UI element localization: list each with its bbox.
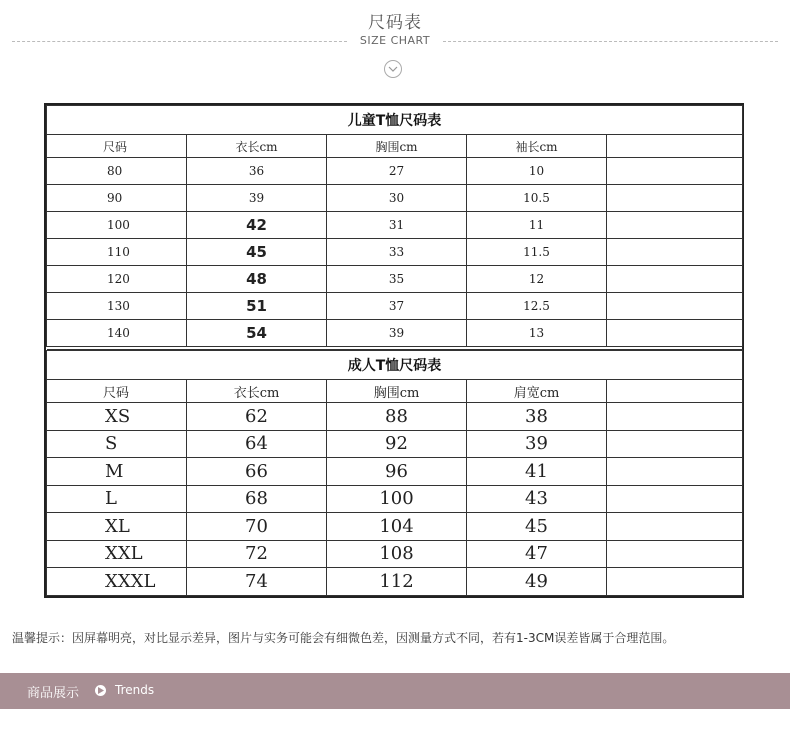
table-cell: 90	[47, 185, 187, 212]
table-cell: M	[47, 458, 187, 486]
table-row	[47, 212, 743, 239]
column-header	[607, 380, 743, 403]
table-cell: XXL	[47, 540, 187, 568]
page-subtitle: SIZE CHART	[359, 34, 431, 47]
table-cell	[607, 430, 743, 458]
table-cell: 11.5	[467, 239, 607, 266]
table-cell: 39	[327, 320, 467, 347]
chevron-down-circle-icon[interactable]	[384, 60, 402, 78]
trends-label-en: Trends	[115, 683, 155, 697]
table-cell: 47	[467, 540, 607, 568]
trends-label-cn: 商品展示	[27, 686, 80, 701]
table-cell: 48	[187, 266, 327, 293]
table-cell	[607, 458, 743, 486]
table-cell	[607, 485, 743, 513]
table-row	[47, 293, 743, 320]
table-cell: 10.5	[467, 185, 607, 212]
trends-banner	[0, 673, 790, 709]
table-row	[47, 158, 743, 185]
table-cell: 108	[327, 540, 467, 568]
table-cell: 49	[467, 568, 607, 596]
table-cell: 62	[187, 403, 327, 431]
table-cell: 33	[327, 239, 467, 266]
table-row	[47, 430, 743, 458]
table-cell	[607, 513, 743, 541]
table-cell: 11	[467, 212, 607, 239]
column-header: 胸围cm	[327, 135, 467, 158]
table-cell: 30	[327, 185, 467, 212]
table-cell: 36	[187, 158, 327, 185]
table-cell: S	[47, 430, 187, 458]
table-cell: XS	[47, 403, 187, 431]
table-cell: 12.5	[467, 293, 607, 320]
table-cell: L	[47, 485, 187, 513]
table-row	[47, 239, 743, 266]
column-header: 尺码	[47, 135, 187, 158]
table-cell: 42	[187, 212, 327, 239]
adult-size-table	[46, 350, 743, 596]
table-cell: 140	[47, 320, 187, 347]
divider-right	[443, 41, 778, 42]
table-row	[47, 458, 743, 486]
table-cell: 92	[327, 430, 467, 458]
table-cell: 72	[187, 540, 327, 568]
table-row	[47, 320, 743, 347]
column-header: 肩宽cm	[467, 380, 607, 403]
page-header	[0, 0, 790, 90]
table-cell: 80	[47, 158, 187, 185]
table-cell	[607, 320, 743, 347]
size-note: 温馨提示：因屏幕明亮，对比显示差异，图片与实务可能会有细微色差，因测量方式不同，若有1-3CM误差皆属于合理范围。	[12, 631, 675, 645]
table-cell: 100	[327, 485, 467, 513]
table-cell: 51	[187, 293, 327, 320]
table-cell	[607, 540, 743, 568]
table-row	[47, 540, 743, 568]
table-cell: XXXL	[47, 568, 187, 596]
table-cell: 41	[467, 458, 607, 486]
table-cell: 54	[187, 320, 327, 347]
table-cell: 35	[327, 266, 467, 293]
kids-table-title: 儿童T恤尺码表	[47, 106, 743, 135]
table-cell: 112	[327, 568, 467, 596]
table-cell: 68	[187, 485, 327, 513]
table-cell: 39	[187, 185, 327, 212]
column-header: 尺码	[47, 380, 187, 403]
table-cell: 31	[327, 212, 467, 239]
table-row	[47, 185, 743, 212]
table-cell: 120	[47, 266, 187, 293]
column-header: 衣长cm	[187, 135, 327, 158]
table-cell: 66	[187, 458, 327, 486]
table-row	[47, 568, 743, 596]
adult-table-title: 成人T恤尺码表	[47, 351, 743, 380]
table-cell: 64	[187, 430, 327, 458]
table-cell: 70	[187, 513, 327, 541]
table-cell	[607, 568, 743, 596]
table-cell: 37	[327, 293, 467, 320]
table-cell: 110	[47, 239, 187, 266]
table-cell: 104	[327, 513, 467, 541]
column-header: 衣长cm	[187, 380, 327, 403]
table-cell: 88	[327, 403, 467, 431]
table-cell	[607, 212, 743, 239]
table-cell	[607, 239, 743, 266]
table-cell: 43	[467, 485, 607, 513]
table-row	[47, 266, 743, 293]
adult-table-header	[47, 380, 743, 403]
table-row	[47, 485, 743, 513]
table-cell: XL	[47, 513, 187, 541]
size-chart	[44, 103, 744, 598]
table-row	[47, 513, 743, 541]
title-divider	[12, 34, 778, 50]
table-cell: 12	[467, 266, 607, 293]
table-cell	[607, 185, 743, 212]
kids-table-header	[47, 135, 743, 158]
column-header	[607, 135, 743, 158]
table-cell: 27	[327, 158, 467, 185]
play-circle-icon	[95, 685, 106, 696]
table-cell	[607, 293, 743, 320]
column-header: 袖长cm	[467, 135, 607, 158]
table-cell: 96	[327, 458, 467, 486]
table-cell: 38	[467, 403, 607, 431]
table-cell: 13	[467, 320, 607, 347]
table-cell: 74	[187, 568, 327, 596]
table-row	[47, 403, 743, 431]
table-cell	[607, 158, 743, 185]
table-cell: 45	[187, 239, 327, 266]
kids-size-table	[46, 105, 743, 350]
column-header: 胸围cm	[327, 380, 467, 403]
table-cell: 45	[467, 513, 607, 541]
table-bottom-border	[46, 596, 742, 598]
table-cell: 130	[47, 293, 187, 320]
table-cell: 100	[47, 212, 187, 239]
table-cell	[607, 266, 743, 293]
table-cell: 10	[467, 158, 607, 185]
table-cell: 39	[467, 430, 607, 458]
table-cell	[607, 403, 743, 431]
page-title: 尺码表	[368, 13, 422, 33]
